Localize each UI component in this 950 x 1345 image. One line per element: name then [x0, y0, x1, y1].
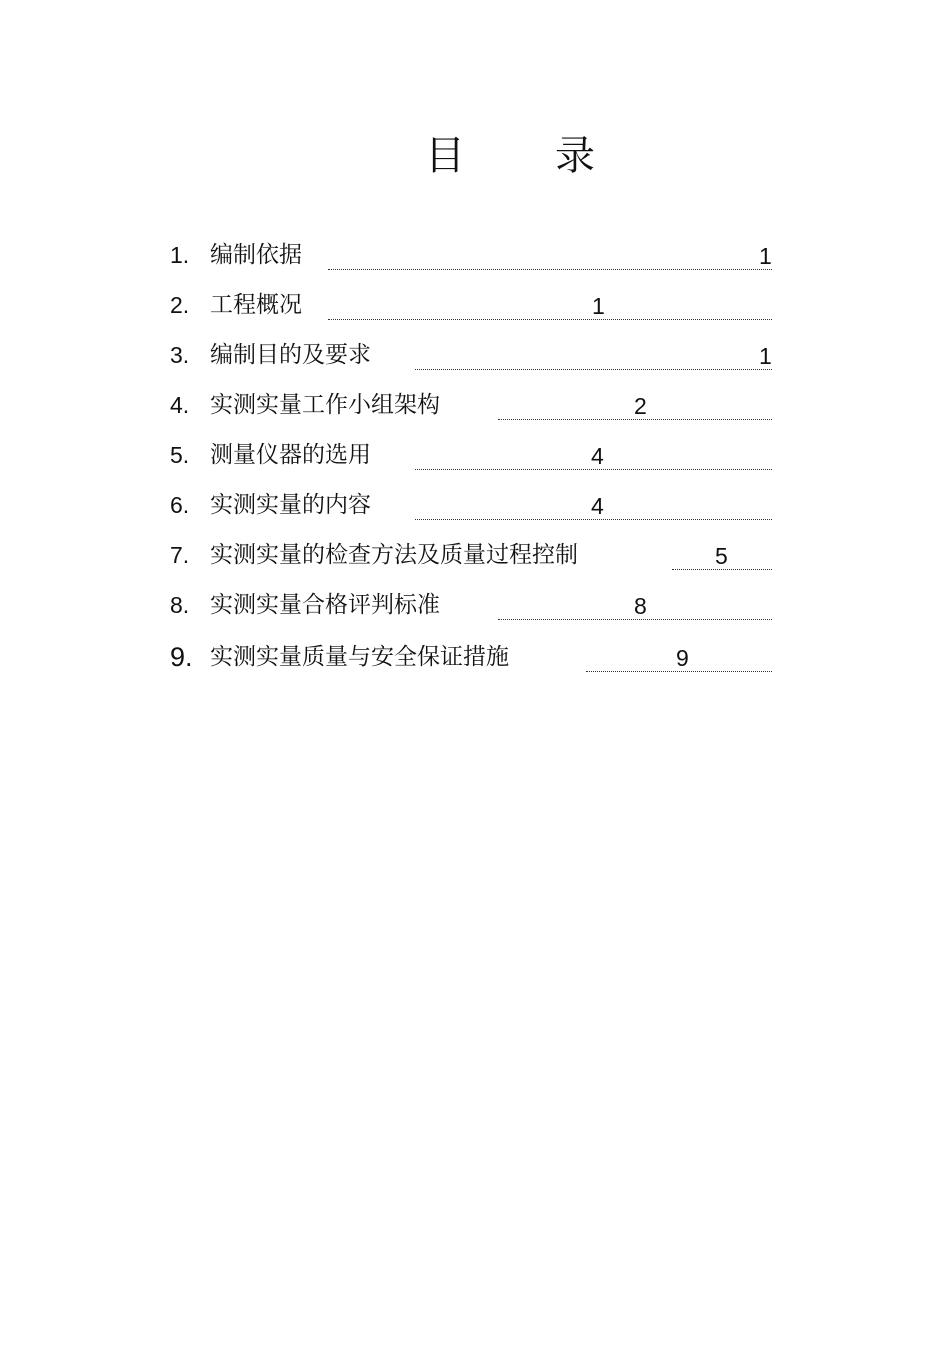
toc-entry-page: 4 [591, 493, 604, 519]
toc-entry-number: 9. [170, 642, 193, 672]
toc-entry-page: 4 [591, 443, 604, 469]
toc-entry-title: 工程概况 [210, 292, 302, 318]
toc-entry[interactable] [170, 638, 772, 672]
toc-entry-page: 8 [634, 593, 647, 619]
toc-entry-page: 9 [676, 645, 689, 671]
toc-entry-page: 1 [592, 293, 605, 319]
toc-dot-leader [328, 269, 772, 270]
toc-dot-leader [415, 469, 772, 470]
toc-dot-leader [415, 519, 772, 520]
toc-entry-title: 实测实量合格评判标准 [210, 592, 440, 618]
toc-entry-page: 2 [634, 393, 647, 419]
toc-entry-page: 5 [715, 543, 728, 569]
toc-dot-leader [328, 319, 772, 320]
title-char-1: 目 [425, 133, 465, 179]
toc-entry-number: 1. [170, 242, 190, 268]
toc-dot-leader [498, 419, 772, 420]
toc-dot-leader [672, 569, 772, 570]
toc-entry-page: 1 [759, 343, 772, 369]
toc-entry[interactable] [170, 386, 772, 420]
toc-entry-title: 实测实量工作小组架构 [210, 392, 440, 418]
toc-entry-number: 4. [170, 392, 190, 418]
toc-entry-number: 7. [170, 542, 190, 568]
toc-entry-number: 6. [170, 492, 190, 518]
toc-entry[interactable] [170, 586, 772, 620]
toc-entry[interactable] [170, 536, 772, 570]
toc-entry-number: 5. [170, 442, 190, 468]
toc-entry[interactable] [170, 436, 772, 470]
toc-dot-leader [586, 671, 772, 672]
toc-entry[interactable] [170, 336, 772, 370]
toc-entry[interactable] [170, 486, 772, 520]
toc-entry[interactable] [170, 286, 772, 320]
toc-entry-title: 测量仪器的选用 [210, 442, 371, 468]
toc-dot-leader [415, 369, 772, 370]
toc-dot-leader [498, 619, 772, 620]
toc-entry-number: 8. [170, 592, 190, 618]
toc-entry-title: 编制依据 [210, 242, 302, 268]
toc-entry[interactable] [170, 236, 772, 270]
toc-entry-number: 2. [170, 292, 190, 318]
page-title [0, 132, 950, 180]
title-char-2: 录 [555, 133, 595, 179]
toc-entry-title: 编制目的及要求 [210, 342, 371, 368]
toc-entry-page: 1 [759, 243, 772, 269]
toc-entry-title: 实测实量的检查方法及质量过程控制 [210, 542, 578, 568]
toc-entry-title: 实测实量的内容 [210, 492, 371, 518]
toc-entry-number: 3. [170, 342, 190, 368]
toc-entry-title: 实测实量质量与安全保证措施 [210, 644, 509, 670]
